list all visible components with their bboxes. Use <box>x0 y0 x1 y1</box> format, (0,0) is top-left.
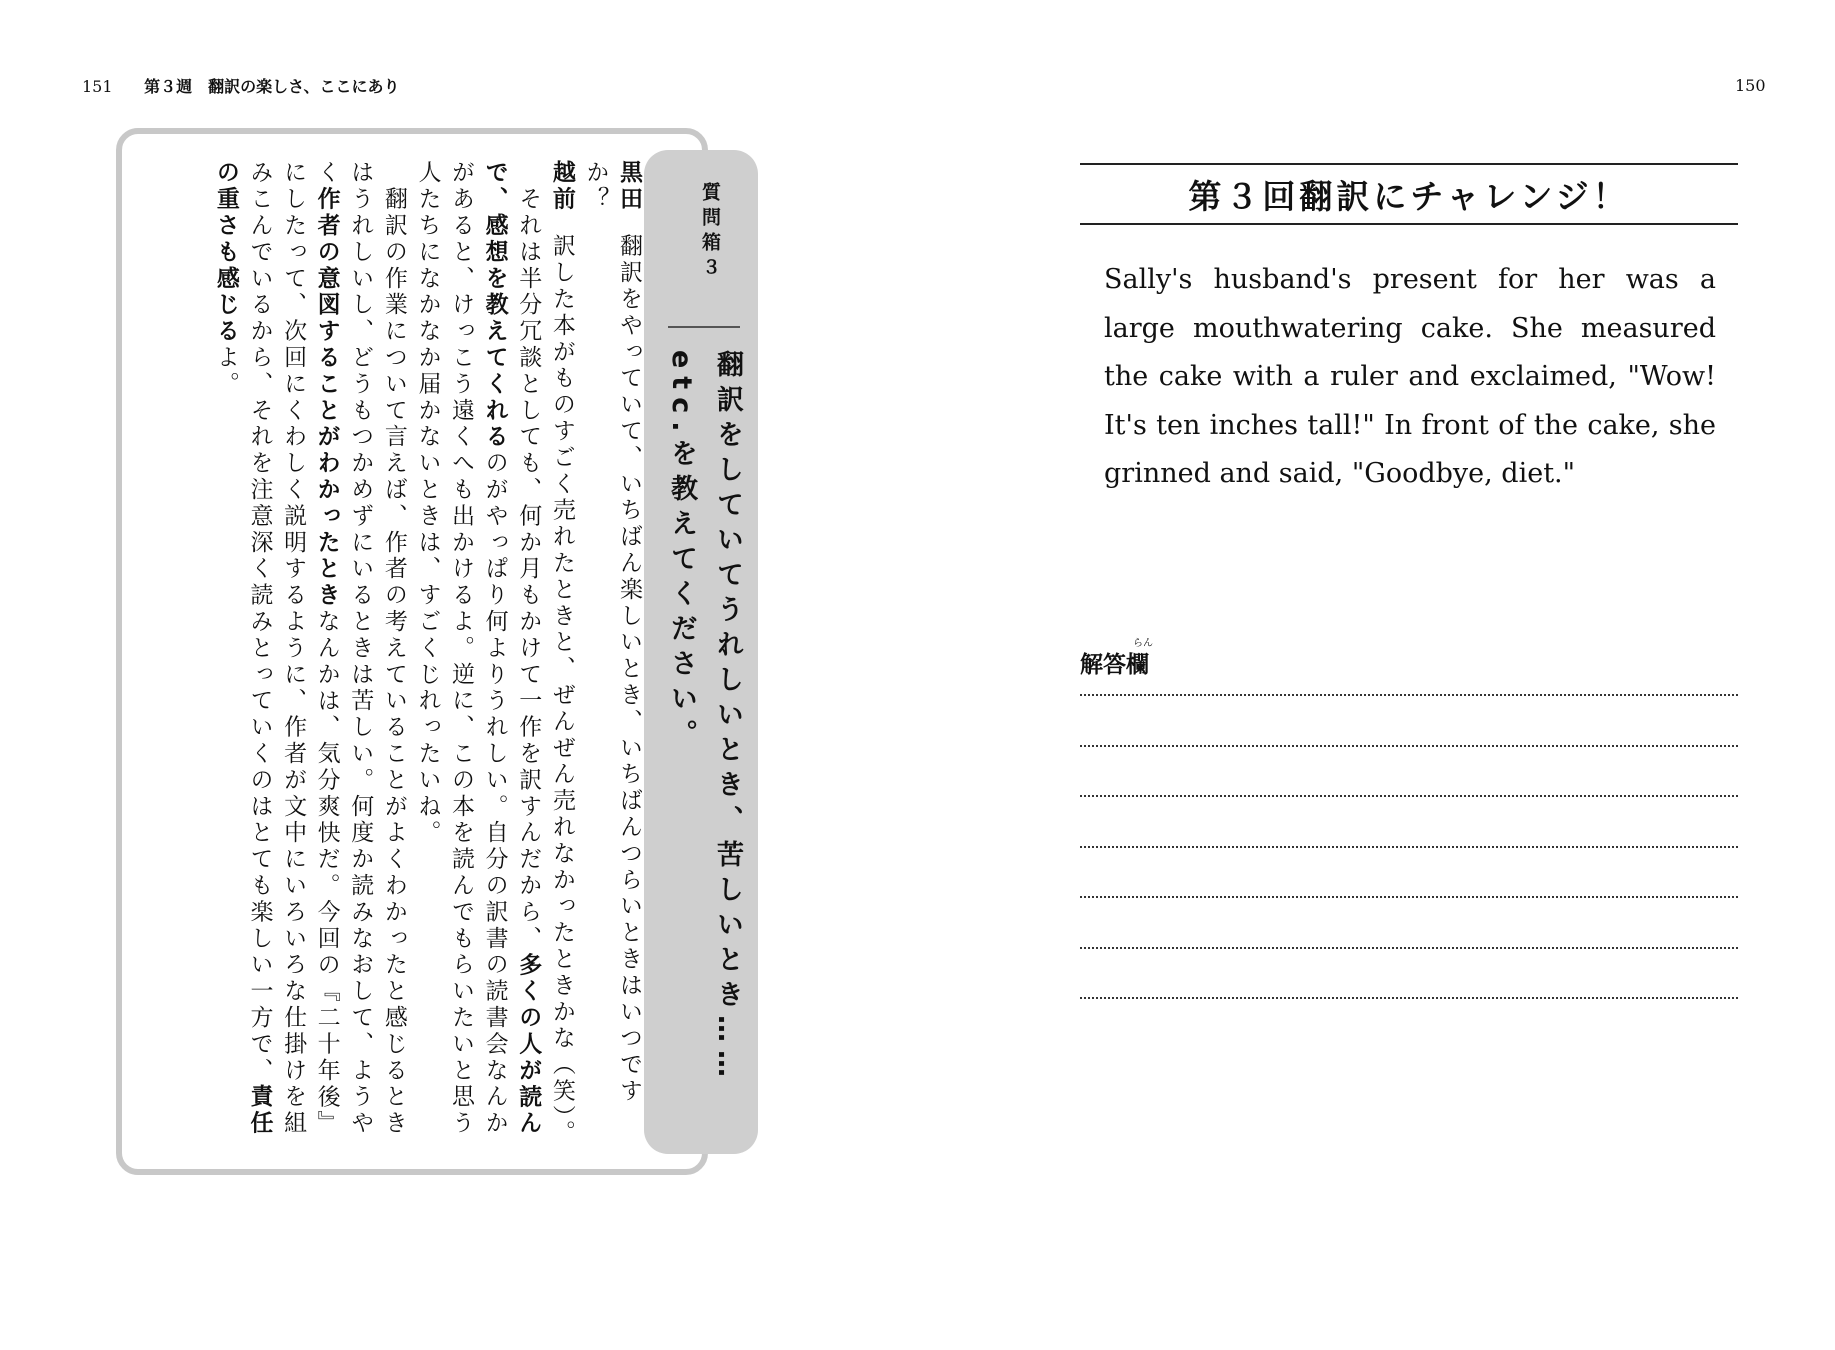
qa-text: 翻訳をやっていて、いちばん楽しいとき、いちばんつらいときはいつですか？ <box>582 160 642 1105</box>
answer-line[interactable] <box>1080 745 1738 747</box>
running-head-title: 第３週 翻訳の楽しさ、ここにあり <box>144 77 400 96</box>
left-page-number: 151 <box>82 77 113 96</box>
answer-label: 解答欄 <box>1080 652 1149 678</box>
challenge-title-box <box>1080 163 1738 225</box>
answer-line[interactable] <box>1080 795 1738 797</box>
answer-label-ruby: らん <box>1133 638 1153 649</box>
right-page-number: 150 <box>1735 76 1766 95</box>
qa-text: 訳した本がものすごく売れたときと、ぜんぜん売れなかったときかな（笑）。 <box>548 233 575 1146</box>
qa-text: のがやっぱり何よりうれしい。自分の訳書の読書会なんかがあると、けっこう遠くへも出かけるよ。逆に、この本を読んでもらいたいと思う人たちになかなか届かないときは、すごくじれったいね。 <box>414 160 508 1137</box>
qa-text: それは半分冗談としても、何か月もかけて一作を訳すんだから、 <box>515 186 542 953</box>
qa-paragraph <box>578 160 645 1150</box>
challenge-title: 第３回翻訳にチャレンジ！ <box>1188 176 1630 216</box>
qa-emphasis: 責任の重さも感じる <box>212 160 273 1137</box>
qa-emphasis: 作者の意図することがわかったとき <box>313 186 340 609</box>
qa-text: なんかは、気分爽快だ。今回の『二十年後』にしたって、次回にくわしく説明するように、作者が文中にいろいろな仕掛けを組みこんでいるから、それを注意深く読みとっていくのはとても楽しい一方で、 <box>246 160 340 1137</box>
answer-line[interactable] <box>1080 947 1738 949</box>
answer-line[interactable] <box>1080 997 1738 999</box>
question-heading: 翻訳をしていてうれしいとき、苦しいとき……etc.を教えてください。 <box>666 350 743 1085</box>
qa-paragraph <box>208 160 410 1150</box>
answer-line[interactable] <box>1080 694 1738 696</box>
qa-paragraph <box>544 160 578 1150</box>
speaker-name: 黒田 <box>616 160 642 213</box>
exercise-text: Sally's husband's present for her was a large mouthwatering cake. She measured the cake with a ruler and exclaimed, "Wow! It's ten inches tall!" In front of the cake, she grinned and said, "Goodbye, diet." <box>1104 264 1716 489</box>
question-box-body <box>150 160 645 1150</box>
answer-line[interactable] <box>1080 846 1738 848</box>
qa-text: よ。 <box>212 344 239 398</box>
qa-text: 翻訳の作業について言えば、作者の考えていることがよくわかったと感じるときはうれしいし、どうもつかめずにいるときは苦しい。何度か読みなおして、ようやく <box>313 160 407 1137</box>
qa-paragraph <box>410 160 544 1150</box>
question-box-label: 質問箱３ <box>699 182 721 282</box>
qa-emphasis: 多くの人が読んで、感想を教えてくれる <box>481 160 542 1137</box>
tab-divider <box>668 326 740 328</box>
running-head <box>82 74 400 97</box>
answer-line[interactable] <box>1080 896 1738 898</box>
speaker-name: 越前 <box>548 160 575 213</box>
